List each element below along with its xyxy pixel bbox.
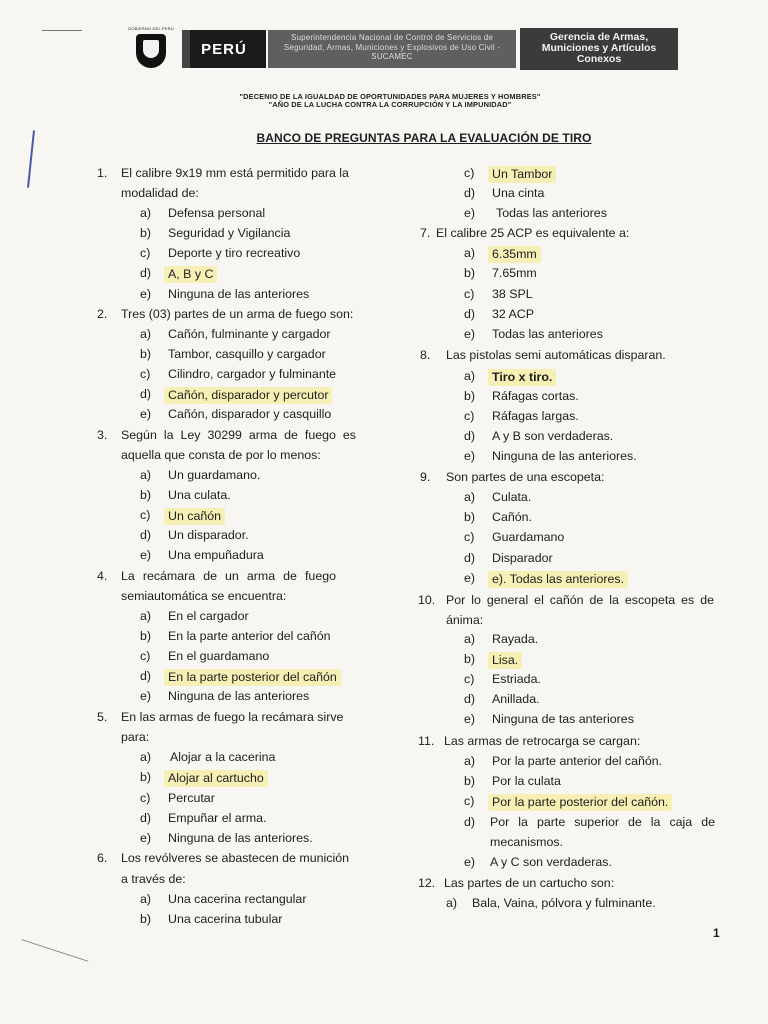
option-text: Una cinta [492, 186, 545, 200]
question-number: 12. [418, 876, 436, 890]
option-letter: a) [140, 609, 152, 623]
option-letter: c) [464, 794, 475, 808]
country-label: PERÚ [182, 30, 266, 68]
question-text: Las partes de un cartucho son: [444, 876, 615, 890]
highlighted-answer: Alojar al cartucho [164, 770, 268, 787]
option-text: Ninguna de las anteriores [168, 287, 310, 301]
option-letter: b) [140, 770, 152, 784]
option-text: Guardamano [492, 530, 565, 544]
question-text: semiautomática se encuentra: [121, 589, 287, 603]
option-text: Cañón, fulminante y cargador [168, 327, 331, 341]
option-text: Estriada. [492, 672, 541, 686]
option-letter: d) [464, 307, 476, 321]
option-letter: d) [464, 429, 476, 443]
option-text: 38 SPL [492, 287, 533, 301]
pen-mark [27, 130, 35, 188]
option-text: Ráfagas cortas. [492, 389, 579, 403]
option-text: Por la parte superior de la caja de [490, 815, 715, 829]
option-letter: d) [140, 811, 152, 825]
option-letter: b) [140, 347, 152, 361]
option-text: Una empuñadura [168, 548, 264, 562]
option-text: Tambor, casquillo y cargador [168, 347, 326, 361]
option-letter: b) [140, 912, 152, 926]
question-text: Tres (03) partes de un arma de fuego son: [121, 307, 354, 321]
option-letter: e) [140, 689, 152, 703]
option-letter: e) [140, 407, 152, 421]
department-name: Gerencia de Armas, Municiones y Artículos Conexos [520, 28, 678, 70]
option-letter: c) [140, 367, 151, 381]
option-letter: e) [464, 855, 476, 869]
question-number: 6. [97, 851, 108, 865]
option-letter: e) [140, 548, 152, 562]
option-letter: e) [464, 571, 476, 585]
question-text: El calibre 9x19 mm está permitido para la [121, 166, 349, 180]
option-letter: a) [446, 896, 458, 910]
option-text: Ninguna de las anteriores. [168, 831, 313, 845]
option-text: En la parte anterior del cañón [168, 629, 331, 643]
option-letter: c) [140, 649, 151, 663]
option-text: Empuñar el arma. [168, 811, 267, 825]
flag-stripe [182, 30, 190, 68]
option-text: Anillada. [492, 692, 540, 706]
option-letter: a) [464, 632, 476, 646]
question-number: 10. [418, 593, 436, 607]
question-number: 1. [97, 166, 108, 180]
option-letter: b) [140, 488, 152, 502]
option-letter: c) [140, 246, 151, 260]
option-letter: a) [464, 246, 476, 260]
question-text: modalidad de: [121, 186, 199, 200]
option-letter: b) [464, 389, 476, 403]
question-text: a través de: [121, 872, 186, 886]
question-number: 4. [97, 569, 108, 583]
option-text: Cilindro, cargador y fulminante [168, 367, 337, 381]
question-text: aquella que consta de por lo menos: [121, 448, 321, 462]
option-letter: c) [140, 508, 151, 522]
highlighted-answer: 6.35mm [488, 246, 541, 263]
question-number: 9. [420, 470, 431, 484]
option-text: Ninguna de tas anteriores [492, 712, 634, 726]
option-letter: a) [464, 490, 476, 504]
letterhead [118, 22, 678, 72]
option-text: Un guardamano. [168, 468, 261, 482]
option-text: Culata. [492, 490, 532, 504]
highlighted-answer: e). Todas las anteriores. [488, 571, 628, 588]
option-text: Todas las anteriores [496, 206, 607, 220]
question-text: Por lo general el cañón de la escopeta es de [446, 593, 714, 607]
option-letter: d) [140, 528, 152, 542]
question-number: 3. [97, 428, 108, 442]
option-text: Un disparador. [168, 528, 249, 542]
option-letter: d) [464, 551, 476, 565]
decenio-text: "DECENIO DE LA IGUALDAD DE OPORTUNIDADES PARA MUJERES Y HOMBRES" "AÑO DE LA LUCHA CONTRA LA CORRUPCIÓN Y LA IMPUNIDAD" [239, 92, 541, 109]
option-letter: a) [140, 892, 152, 906]
option-text: mecanismos. [490, 835, 563, 849]
option-text: A y C son verdaderas. [490, 855, 612, 869]
question-text: El calibre 25 ACP es equivalente a: [436, 226, 630, 240]
option-text: Cañón. [492, 510, 532, 524]
option-letter: d) [464, 815, 476, 829]
option-text: 7.65mm [492, 266, 537, 280]
option-letter: c) [464, 409, 475, 423]
highlighted-answer: Un cañón [164, 508, 225, 525]
option-letter: e) [464, 206, 476, 220]
question-text: Las armas de retrocarga se cargan: [444, 734, 641, 748]
option-letter: b) [464, 266, 476, 280]
option-letter: b) [464, 774, 476, 788]
option-letter: a) [140, 468, 152, 482]
option-letter: a) [140, 327, 152, 341]
option-letter: d) [464, 692, 476, 706]
question-text: Son partes de una escopeta: [446, 470, 605, 484]
option-text: Ninguna de las anteriores. [492, 449, 637, 463]
option-text: Ráfagas largas. [492, 409, 579, 423]
option-text: Deporte y tiro recreativo [168, 246, 301, 260]
highlighted-answer: En la parte posterior del cañón [164, 669, 341, 686]
highlighted-answer: Tiro x tiro. [488, 369, 556, 386]
option-letter: d) [140, 669, 152, 683]
peru-seal-icon: GOBIERNO DEL PERÚ [124, 26, 178, 70]
option-letter: a) [464, 754, 476, 768]
agency-name: Superintendencia Nacional de Control de Servicios de Seguridad, Armas, Municiones y Explosivos de Uso Civil - SUCAMEC [268, 30, 516, 68]
option-text: Defensa personal [168, 206, 266, 220]
option-letter: c) [464, 672, 475, 686]
option-text: Disparador [492, 551, 553, 565]
highlighted-answer: Un Tambor [488, 166, 556, 183]
option-text: 32 ACP [492, 307, 535, 321]
option-text: Una cacerina rectangular [168, 892, 307, 906]
option-letter: d) [464, 186, 476, 200]
pen-mark [42, 30, 82, 31]
option-letter: e) [464, 449, 476, 463]
option-text: En el cargador [168, 609, 249, 623]
option-text: Cañón, disparador y casquillo [168, 407, 332, 421]
option-letter: e) [140, 287, 152, 301]
option-letter: e) [464, 712, 476, 726]
question-number: 7. [420, 226, 431, 240]
question-text: Los revólveres se abastecen de munición [121, 851, 349, 865]
highlighted-answer: Cañón, disparador y percutor [164, 387, 332, 404]
page-number: 1 [713, 926, 720, 940]
option-text: Ninguna de las anteriores [168, 689, 310, 703]
option-text: Por la culata [492, 774, 561, 788]
option-text: Seguridad y Vigilancia [168, 226, 291, 240]
highlighted-answer: Lisa. [488, 652, 522, 669]
option-text: Una cacerina tubular [168, 912, 283, 926]
question-text: ánima: [446, 613, 484, 627]
question-text: Según la Ley 30299 arma de fuego es [121, 428, 356, 442]
question-number: 11. [418, 734, 435, 748]
option-letter: e) [140, 831, 152, 845]
option-text: Por la parte anterior del cañón. [492, 754, 663, 768]
option-letter: b) [140, 629, 152, 643]
option-text: Bala, Vaina, pólvora y fulminante. [472, 896, 656, 910]
option-letter: c) [464, 530, 475, 544]
option-text: Rayada. [492, 632, 539, 646]
option-text: En el guardamano [168, 649, 270, 663]
option-letter: d) [140, 387, 152, 401]
option-letter: d) [140, 266, 152, 280]
question-text: para: [121, 730, 150, 744]
option-text: Todas las anteriores [492, 327, 603, 341]
option-letter: c) [140, 791, 151, 805]
question-text: En las armas de fuego la recámara sirve [121, 710, 344, 724]
question-number: 5. [97, 710, 108, 724]
option-text: A y B son verdaderas. [492, 429, 614, 443]
option-text: Percutar [168, 791, 215, 805]
question-text: Las pistolas semi automáticas disparan. [446, 348, 666, 362]
scan-scratch [22, 939, 89, 962]
option-letter: c) [464, 166, 475, 180]
option-letter: a) [140, 750, 152, 764]
highlighted-answer: Por la parte posterior del cañón. [488, 794, 672, 811]
question-number: 2. [97, 307, 108, 321]
option-letter: a) [464, 369, 476, 383]
question-number: 8. [420, 348, 431, 362]
option-letter: b) [464, 652, 476, 666]
highlighted-answer: A, B y C [164, 266, 217, 283]
option-letter: b) [464, 510, 476, 524]
option-text: Alojar a la cacerina [170, 750, 276, 764]
option-letter: a) [140, 206, 152, 220]
option-letter: b) [140, 226, 152, 240]
option-letter: e) [464, 327, 476, 341]
page-title: BANCO DE PREGUNTAS PARA LA EVALUACIÓN DE TIRO [256, 131, 592, 145]
question-text: La recámara de un arma de fuego [121, 569, 336, 583]
option-letter: c) [464, 287, 475, 301]
option-text: Una culata. [168, 488, 231, 502]
